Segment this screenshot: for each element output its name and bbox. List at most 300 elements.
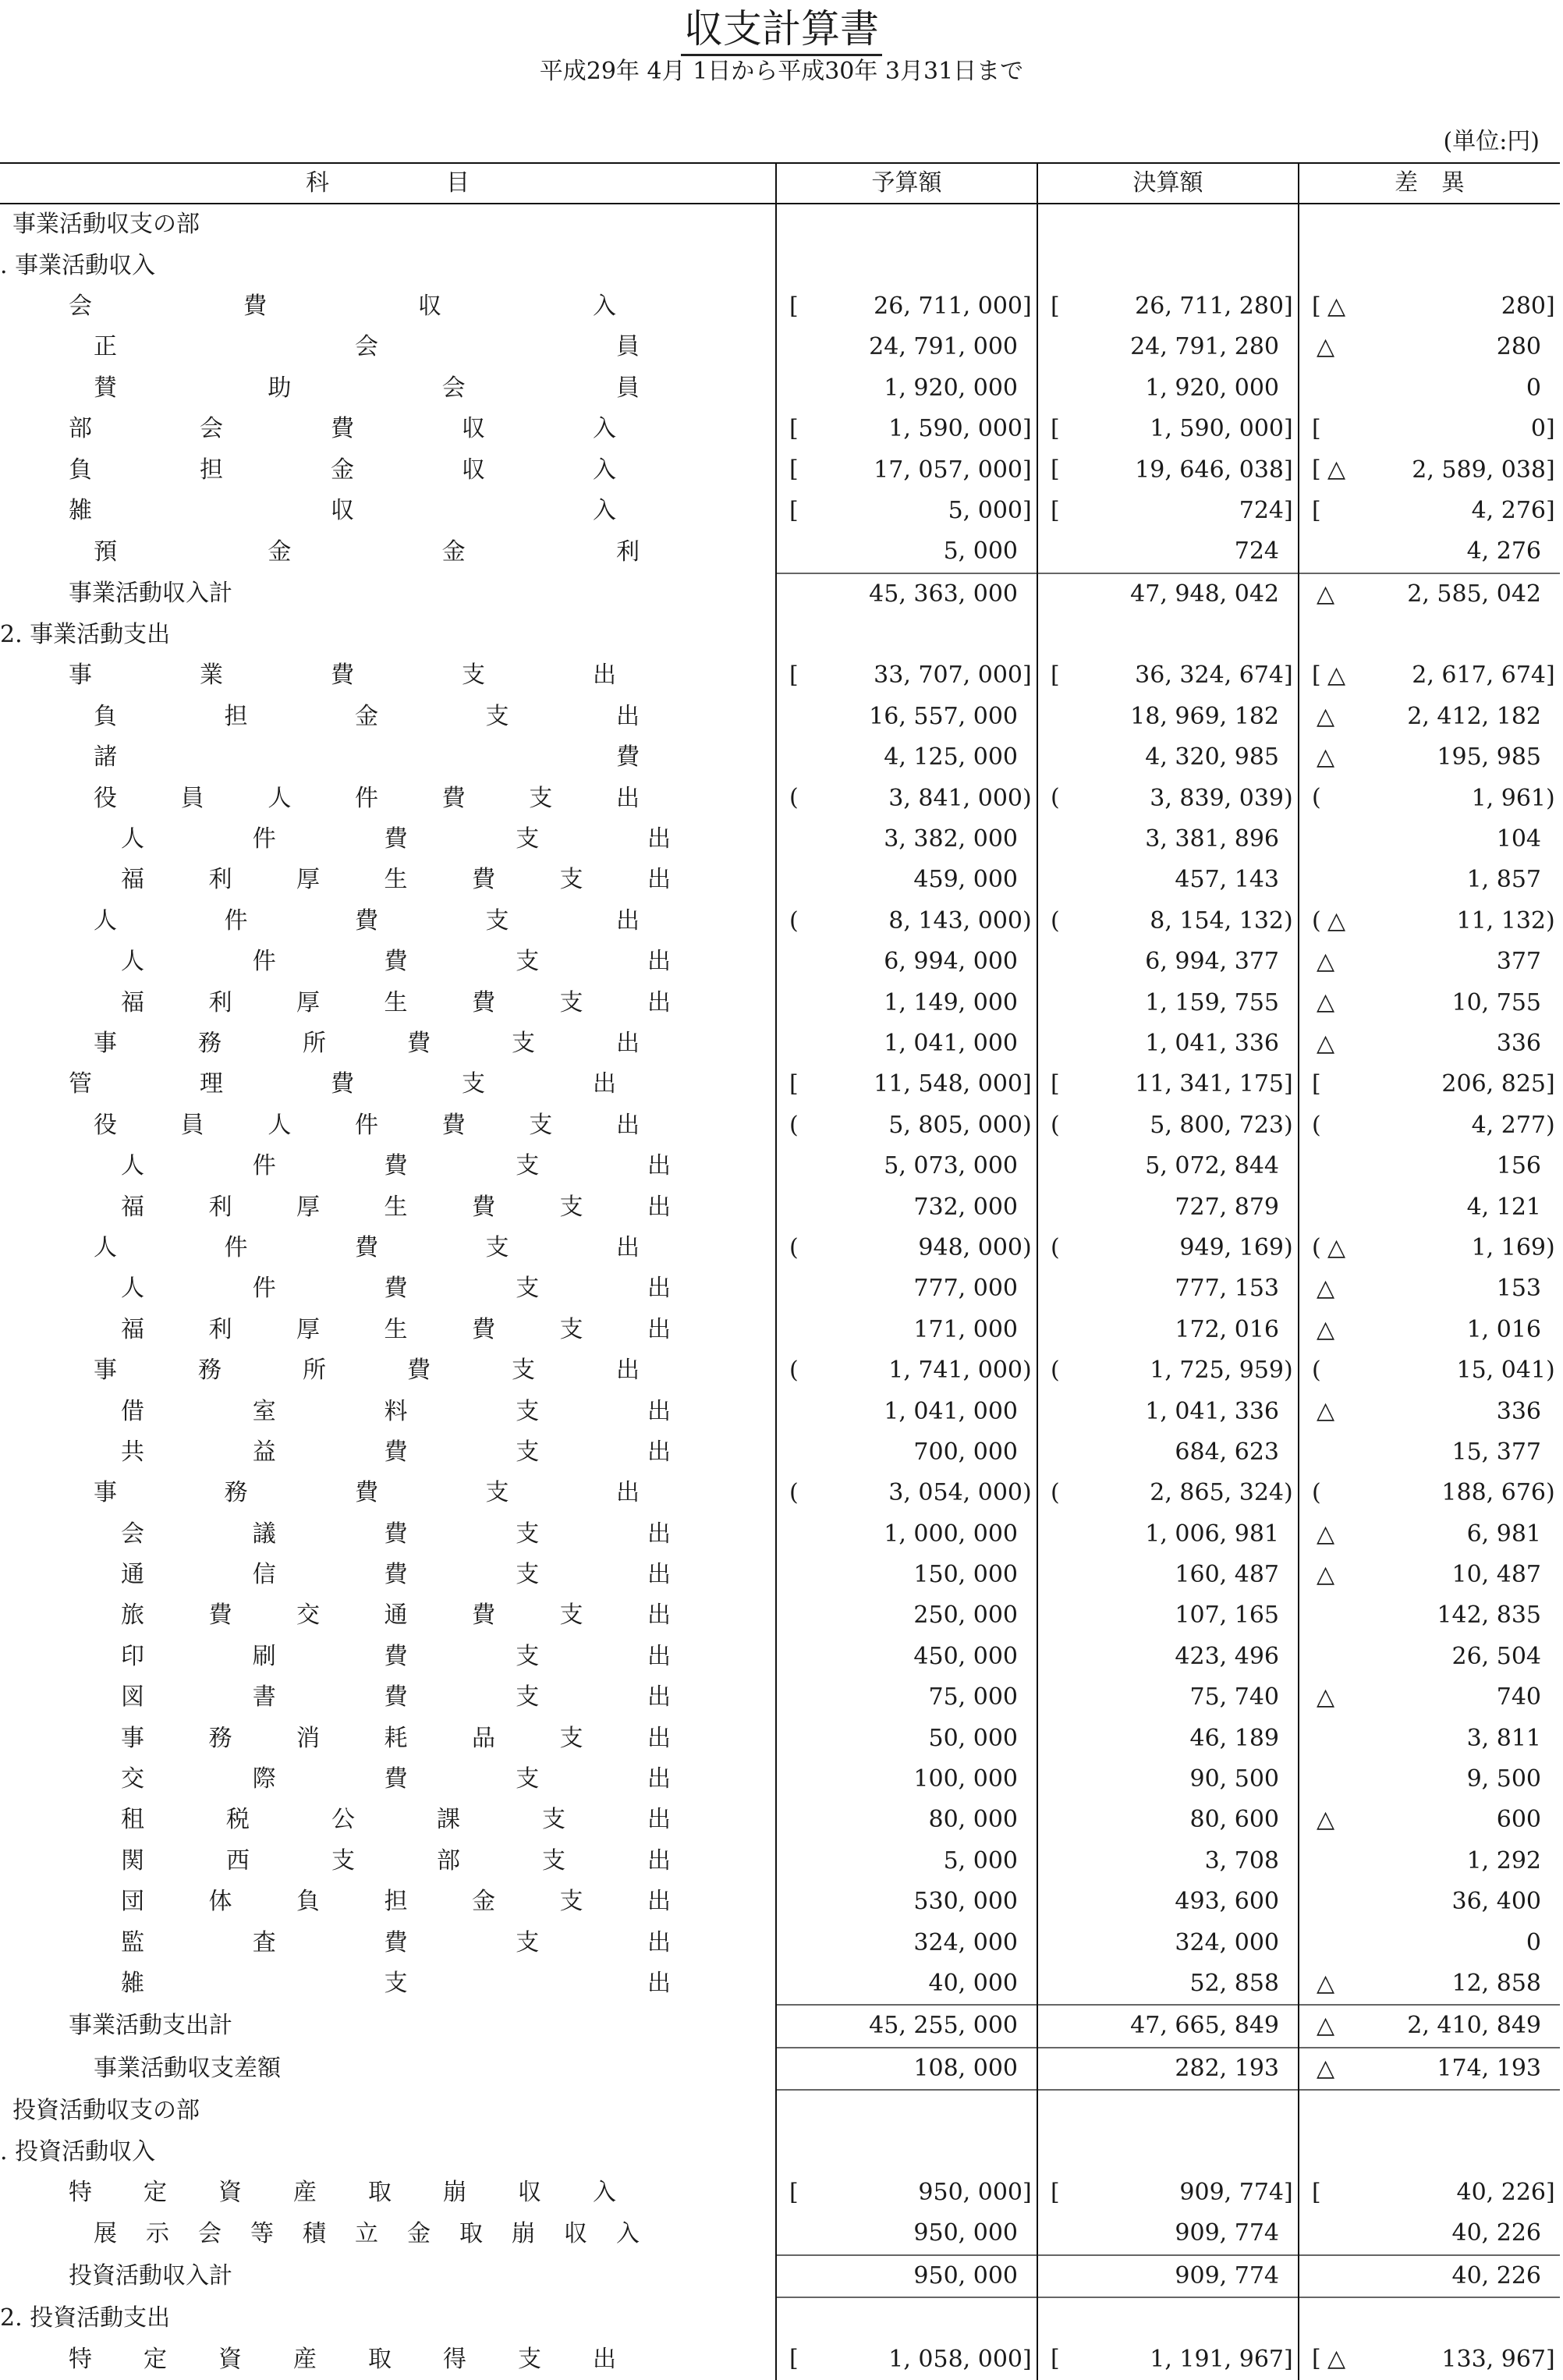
close-bracket: ] [1546,662,1555,690]
table-row [0,901,1560,942]
row-label: 福 利 厚 生 費 支 出 [121,1315,671,1343]
row-label-cell [0,1677,776,1718]
actual-value: 36, 324, 674 [1135,662,1284,690]
close-bracket: ] [1546,2345,1555,2373]
row-label-cell [0,573,776,615]
table-row [0,368,1560,409]
diff-cell [1299,819,1560,860]
actual-cell [1037,204,1299,245]
table-row [0,2131,1560,2172]
close-bracket: ) [1546,906,1555,935]
actual-value: 493, 600 [1175,1888,1279,1916]
table-row [0,778,1560,818]
diff-value: 600 [1496,1806,1541,1834]
diff-cell [1299,860,1560,900]
open-bracket: [ [1051,2345,1060,2373]
budget-value: 777, 000 [913,1275,1018,1303]
row-label-cell [0,1186,776,1227]
close-bracket: ] [1023,292,1032,320]
open-bracket: [ [1051,414,1060,442]
actual-cell [1037,860,1299,900]
table-row [0,1310,1560,1350]
table-row [0,1473,1560,1513]
diff-cell [1299,2255,1560,2297]
row-label-cell [0,531,776,573]
actual-cell [1037,2005,1299,2047]
row-label-cell [0,697,776,737]
table-row [0,860,1560,900]
table-row [0,1432,1560,1473]
budget-cell [776,2005,1037,2047]
row-label-cell [0,1228,776,1268]
negative-triangle-icon: △ [1317,702,1335,730]
budget-value: 6, 994, 000 [884,948,1018,976]
actual-value: 909, 774 [1179,2178,1284,2206]
table-row [0,1637,1560,1677]
row-label-cell [0,860,776,900]
row-label: 諸 費 [94,743,640,771]
diff-cell [1299,2297,1560,2339]
diff-value: 10, 755 [1451,988,1541,1016]
actual-value: 1, 191, 967 [1150,2345,1284,2373]
open-bracket: [ [1051,496,1060,524]
row-label: 投資活動収支の部 [12,2096,200,2124]
diff-cell [1299,1555,1560,1595]
actual-cell [1037,737,1299,778]
diff-value: 9, 500 [1466,1765,1541,1793]
actual-cell [1037,368,1299,409]
budget-value: 1, 741, 000 [888,1357,1023,1385]
budget-cell [776,982,1037,1023]
budget-cell [776,1105,1037,1146]
row-label: 人 件 費 支 出 [121,1275,671,1303]
diff-cell [1299,655,1560,696]
diff-value: 11, 132 [1456,906,1546,935]
actual-cell [1037,1882,1299,1922]
budget-value: 5, 073, 000 [884,1152,1018,1180]
row-label-cell [0,491,776,531]
budget-value: 80, 000 [928,1806,1018,1834]
budget-value: 3, 382, 000 [884,825,1018,853]
open-bracket: [ [1051,2178,1060,2206]
table-row [0,1146,1560,1186]
actual-value: 18, 969, 182 [1130,702,1279,730]
diff-value: 0 [1530,415,1546,443]
close-bracket: ) [1546,1111,1555,1139]
actual-cell [1037,1514,1299,1555]
diff-cell [1299,1963,1560,2005]
actual-value: 46, 189 [1189,1724,1279,1752]
row-label: 事 業 費 支 出 [69,662,616,690]
actual-value: 1, 159, 755 [1145,988,1279,1016]
row-label: 事 務 消 耗 品 支 出 [121,1724,671,1752]
table-row [0,1922,1560,1963]
document-period: 平成29年 4月 1日から平成30年 3月31日まで [539,58,1024,85]
open-bracket: ( [1051,1111,1060,1139]
diff-value: 1, 016 [1466,1315,1541,1343]
budget-value: 50, 000 [928,1724,1018,1752]
budget-cell [776,1677,1037,1718]
diff-cell [1299,531,1560,573]
diff-value: 174, 193 [1437,2054,1541,2082]
diff-value: 0 [1526,1928,1541,1956]
actual-value: 3, 708 [1204,1846,1279,1875]
diff-cell [1299,1310,1560,1350]
row-label-cell [0,1105,776,1146]
close-bracket: ) [1284,906,1293,935]
budget-value: 5, 000 [948,496,1023,524]
negative-triangle-icon: △ [1327,662,1346,690]
diff-cell [1299,245,1560,286]
open-bracket: ( [1312,1479,1321,1507]
budget-value: 950, 000 [918,2178,1023,2206]
close-bracket: ] [1284,2345,1293,2373]
row-label-cell [0,1391,776,1431]
budget-value: 5, 805, 000 [888,1111,1023,1139]
close-bracket: ] [1284,456,1293,484]
open-bracket: [ [789,414,799,442]
budget-cell [776,2255,1037,2297]
diff-cell [1299,286,1560,327]
row-label: . 事業活動収入 [0,251,156,279]
row-label: 賛 助 会 員 [94,374,640,402]
actual-cell [1037,1228,1299,1268]
budget-cell [776,615,1037,655]
budget-cell [776,531,1037,573]
open-bracket: ( [1051,1233,1060,1261]
diff-value: 40, 226 [1451,2219,1541,2247]
actual-value: 172, 016 [1175,1315,1279,1343]
row-label-cell [0,1922,776,1963]
close-bracket: ] [1546,496,1555,524]
diff-cell [1299,615,1560,655]
actual-value: 80, 600 [1189,1806,1279,1834]
budget-cell [776,204,1037,245]
budget-cell [776,860,1037,900]
close-bracket: ] [1023,2178,1032,2206]
actual-value: 684, 623 [1175,1438,1279,1466]
table-row [0,1718,1560,1758]
row-label: 福 利 厚 生 費 支 出 [121,988,671,1016]
row-label: 会 費 収 入 [69,292,616,320]
diff-cell [1299,204,1560,245]
table-row [0,491,1560,531]
budget-cell [776,449,1037,490]
row-label: 旅 費 交 通 費 支 出 [121,1601,671,1630]
row-label: 特 定 資 産 取 崩 収 入 [69,2178,616,2206]
close-bracket: ] [1284,496,1293,524]
diff-cell [1299,901,1560,942]
open-bracket: ( [789,1111,799,1139]
negative-triangle-icon: △ [1317,1397,1335,1425]
negative-triangle-icon: △ [1317,1029,1335,1057]
budget-value: 1, 041, 000 [884,1030,1018,1057]
budget-value: 4, 125, 000 [884,743,1018,771]
close-bracket: ] [1546,1070,1555,1098]
close-bracket: ) [1284,1111,1293,1139]
actual-cell [1037,286,1299,327]
close-bracket: ] [1546,2178,1555,2206]
table-row [0,1064,1560,1105]
budget-cell [776,2131,1037,2172]
diff-value: 740 [1496,1683,1541,1711]
table-row [0,737,1560,778]
close-bracket: ] [1546,292,1555,320]
actual-cell [1037,531,1299,573]
diff-value: 336 [1496,1030,1541,1057]
diff-value: 104 [1496,825,1541,853]
actual-cell [1037,1677,1299,1718]
open-bracket: [ [789,662,799,690]
actual-value: 457, 143 [1175,866,1279,894]
close-bracket: ) [1023,1233,1032,1261]
row-label-cell [0,1759,776,1800]
budget-cell [776,1268,1037,1309]
row-label-cell [0,2297,776,2339]
negative-triangle-icon: △ [1327,2345,1346,2373]
actual-value: 90, 500 [1189,1765,1279,1793]
diff-cell [1299,2339,1560,2379]
table-row [0,204,1560,245]
diff-cell [1299,1759,1560,1800]
negative-triangle-icon: △ [1317,1520,1335,1548]
actual-value: 1, 920, 000 [1145,374,1279,402]
budget-cell [776,2173,1037,2213]
open-bracket: [ [1312,292,1321,320]
open-bracket: [ [1312,496,1321,524]
diff-value: 280 [1496,333,1541,361]
row-label: 雑 支 出 [121,1970,671,1998]
unit-label: (単位:円) [1443,128,1540,155]
table-row [0,1677,1560,1718]
row-label: 2. 事業活動支出 [0,621,171,649]
diff-value: 40, 226 [1451,2261,1541,2290]
table-row [0,2255,1560,2297]
budget-cell [776,1718,1037,1758]
table-row [0,1268,1560,1309]
budget-value: 3, 054, 000 [888,1479,1023,1507]
actual-value: 47, 665, 849 [1130,2012,1279,2040]
open-bracket: [ [1312,1070,1321,1098]
actual-value: 6, 994, 377 [1145,948,1279,976]
diff-cell [1299,1473,1560,1513]
budget-value: 732, 000 [913,1193,1018,1221]
diff-cell [1299,1064,1560,1105]
budget-value: 40, 000 [928,1969,1018,1997]
open-bracket: ( [789,1356,799,1384]
actual-value: 1, 725, 959 [1150,1357,1284,1385]
open-bracket: ( [1312,906,1321,935]
close-bracket: ) [1284,784,1293,812]
table-row [0,1228,1560,1268]
budget-cell [776,1841,1037,1882]
row-label-cell [0,2213,776,2254]
row-label-cell [0,655,776,696]
diff-cell [1299,573,1560,615]
row-label: 人 件 費 支 出 [94,1233,640,1261]
budget-cell [776,1800,1037,1840]
actual-value: 324, 000 [1175,1928,1279,1956]
table-row [0,819,1560,860]
diff-cell [1299,1350,1560,1391]
negative-triangle-icon: △ [1327,906,1346,935]
actual-value: 1, 006, 981 [1145,1520,1279,1548]
close-bracket: ] [1284,415,1293,443]
diff-value: 6, 981 [1466,1520,1541,1548]
close-bracket: ] [1023,1070,1032,1098]
open-bracket: [ [1312,414,1321,442]
actual-cell [1037,778,1299,818]
actual-cell [1037,1718,1299,1758]
row-label: 福 利 厚 生 費 支 出 [121,866,671,894]
open-bracket: ( [789,906,799,935]
diff-value: 26, 504 [1451,1642,1541,1670]
negative-triangle-icon: △ [1327,1233,1346,1261]
diff-value: 1, 292 [1466,1846,1541,1875]
table-row [0,1105,1560,1146]
budget-value: 950, 000 [913,2261,1018,2290]
row-label: 部 会 費 収 入 [69,415,616,443]
actual-value: 1, 590, 000 [1150,415,1284,443]
actual-cell [1037,1350,1299,1391]
negative-triangle-icon: △ [1327,456,1346,484]
actual-cell [1037,409,1299,449]
open-bracket: ( [789,1479,799,1507]
negative-triangle-icon: △ [1327,292,1346,320]
budget-cell [776,1473,1037,1513]
table-row [0,615,1560,655]
budget-cell [776,655,1037,696]
actual-cell [1037,819,1299,860]
diff-cell [1299,449,1560,490]
negative-triangle-icon: △ [1317,948,1335,976]
open-bracket: [ [1051,1070,1060,1098]
income-expenditure-table [0,162,1560,2380]
budget-cell [776,1595,1037,1636]
budget-value: 1, 590, 000 [888,415,1023,443]
diff-value: 2, 410, 849 [1407,2012,1541,2040]
negative-triangle-icon: △ [1317,1969,1335,1997]
diff-value: 1, 857 [1466,866,1541,894]
row-label-cell [0,2048,776,2090]
actual-value: 909, 774 [1175,2261,1279,2290]
actual-cell [1037,1391,1299,1431]
diff-value: 15, 041 [1456,1357,1546,1385]
row-label: 役 員 人 件 費 支 出 [94,1111,640,1139]
close-bracket: ] [1284,1070,1293,1098]
close-bracket: ) [1023,1111,1032,1139]
diff-value: 36, 400 [1451,1888,1541,1916]
actual-cell [1037,1268,1299,1309]
actual-value: 282, 193 [1175,2054,1279,2082]
diff-cell [1299,1023,1560,1064]
budget-value: 1, 041, 000 [884,1397,1018,1425]
table-row [0,1350,1560,1391]
row-label-cell [0,1146,776,1186]
diff-cell [1299,1882,1560,1922]
close-bracket: ] [1023,662,1032,690]
negative-triangle-icon: △ [1317,1683,1335,1711]
actual-value: 160, 487 [1175,1561,1279,1589]
row-label-cell [0,1555,776,1595]
actual-value: 724 [1239,496,1284,524]
diff-cell [1299,1391,1560,1431]
actual-cell [1037,942,1299,982]
row-label-cell [0,2339,776,2379]
row-label-cell [0,819,776,860]
actual-cell [1037,1105,1299,1146]
actual-cell [1037,1922,1299,1963]
close-bracket: ) [1023,1479,1032,1507]
diff-value: 336 [1496,1397,1541,1425]
budget-cell [776,1186,1037,1227]
diff-cell [1299,1922,1560,1963]
row-label: 特 定 資 産 取 得 支 出 [69,2345,616,2373]
actual-cell [1037,1473,1299,1513]
actual-value: 26, 711, 280 [1135,292,1284,320]
negative-triangle-icon: △ [1317,743,1335,771]
diff-cell [1299,1146,1560,1186]
budget-value: 5, 000 [943,1846,1018,1875]
budget-cell [776,245,1037,286]
open-bracket: ( [1312,1356,1321,1384]
row-label-cell [0,1800,776,1840]
open-bracket: [ [789,1070,799,1098]
table-row [0,2297,1560,2339]
row-label: 会 議 費 支 出 [121,1520,671,1548]
actual-value: 777, 153 [1175,1275,1279,1303]
actual-cell [1037,1432,1299,1473]
close-bracket: ) [1284,1357,1293,1385]
row-label-cell [0,245,776,286]
row-label-cell [0,1595,776,1636]
row-label-cell [0,368,776,409]
row-label-cell [0,1841,776,1882]
table-row [0,1963,1560,2005]
close-bracket: ) [1284,1233,1293,1261]
actual-value: 5, 800, 723 [1150,1111,1284,1139]
close-bracket: ] [1546,456,1555,484]
diff-cell [1299,1186,1560,1227]
diff-cell [1299,2048,1560,2090]
header-budget: 予算額 [776,163,1037,204]
actual-value: 5, 072, 844 [1145,1152,1279,1180]
diff-cell [1299,491,1560,531]
close-bracket: ] [1284,292,1293,320]
row-label-cell [0,1473,776,1513]
table-row [0,327,1560,367]
row-label-cell [0,1963,776,2005]
row-label: 監 査 費 支 出 [121,1928,671,1956]
row-label: 人 件 費 支 出 [121,948,671,976]
diff-cell [1299,1514,1560,1555]
budget-cell [776,2090,1037,2131]
budget-cell [776,2048,1037,2090]
table-row [0,2005,1560,2047]
actual-value: 949, 169 [1179,1233,1284,1261]
actual-cell [1037,2173,1299,2213]
actual-cell [1037,1963,1299,2005]
actual-cell [1037,1146,1299,1186]
budget-value: 11, 548, 000 [874,1070,1023,1098]
actual-value: 423, 496 [1175,1642,1279,1670]
diff-cell [1299,1800,1560,1840]
row-label-cell [0,1718,776,1758]
budget-cell [776,697,1037,737]
diff-cell [1299,2213,1560,2254]
row-label: 人 件 費 支 出 [121,1152,671,1180]
negative-triangle-icon: △ [1317,988,1335,1016]
